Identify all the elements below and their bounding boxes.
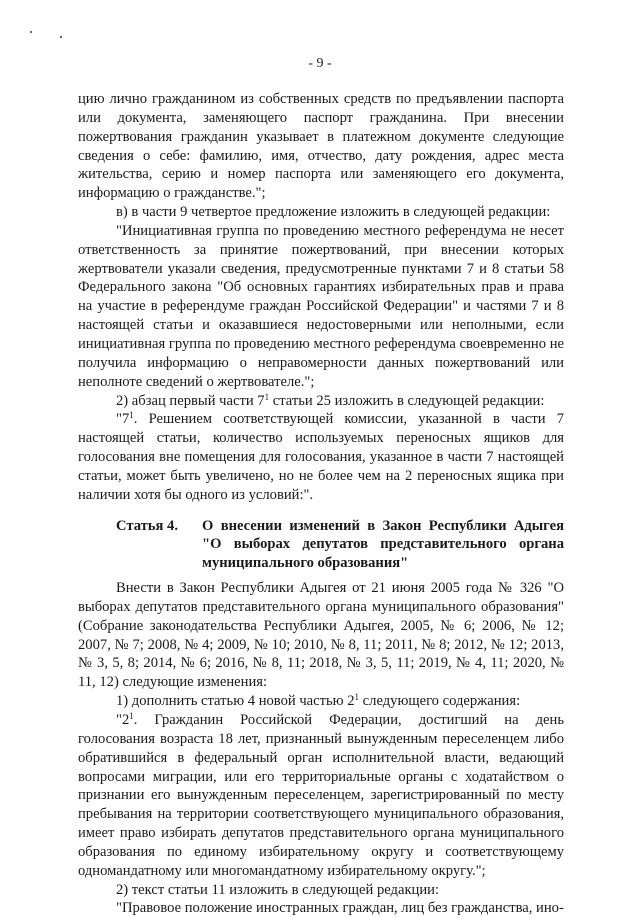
paragraph: в) в части 9 четвертое предложение изложить в следующей редакции:	[116, 204, 551, 221]
article-title: О внесении изменений в Закон Республики Адыгея "О выборах депутатов представительного органа муниципального образования"	[202, 517, 564, 572]
page-number: - 9 -	[308, 56, 332, 71]
paragraph: 2) текст статьи 11 изложить в следующей редакции:	[116, 881, 440, 898]
scan-speck	[30, 31, 32, 33]
paragraph: 1) дополнить статью 4 новой частью $2^1$ следующего содержания:	[116, 692, 521, 710]
paragraph: цию лично гражданином из собственных средств по предъявлении паспорта или документа, заменяющего паспорт гражданина. При внесении пожертвования гражданин указывает в платежном документе следующие сведения о себе: фамилию, имя, отчество, дату рождения, адрес места жительства, серию и номер паспорта или заменяющего его документа, информацию о гражданстве.";	[78, 91, 564, 202]
paragraph: "$7^1$. Решением соответствующей комиссии, указанной в части 7 настоящей статьи, количество используемых переносных ящиков для голосования вне помещения для голосования, указанное в части 7 настоящей статьи, может быть увеличено, но не более чем на 2 переносных ящика при наличии хотя бы одного из условий:".	[78, 410, 564, 503]
paragraph: 2) абзац первый части $7^1$ статьи 25 изложить в следующей редакции:	[116, 391, 545, 409]
scan-speck	[60, 36, 62, 38]
article-heading	[78, 517, 564, 574]
paragraph: "Правовое положение иностранных граждан, лиц без гражданства, ино-	[116, 900, 564, 917]
document-body	[78, 90, 564, 918]
paragraph: "$2^1$. Гражданин Российской Федерации, достигший на день голосования возраста 18 лет, признанный вынужденным переселенцем либо обратившийся в федеральный орган исполнительной власти, ведающий вопросами миграции, или его территориальные органы с ходатайством о признании его вынужденным переселенцем, зарегистрированный по месту пребывания на территории соответствующего муниципального образования, имеет право избирать депутатов представительного органа муниципального образования по единому избирательному округу и соответствующему одномандатному или многомандатному избирательному округу.";	[78, 711, 564, 879]
article-label: Статья 4.	[116, 517, 178, 534]
paragraph: Внести в Закон Республики Адыгея от 21 июня 2005 года № 326 "О выборах депутатов представительного органа муниципального образования" (Собрание законодательства Республики Адыгея, 2005, № 6; 2006, № 12; 2007, № 7; 2008, № 4; 2009, № 10; 2010, № 8, 11; 2011, № 8; 2012, № 12; 2013, № 3, 5, 8; 2014, № 6; 2016, № 8, 11; 2018, № 3, 5, 11; 2019, № 4, 11; 2020, № 11, 12) следующие изменения:	[78, 580, 564, 691]
paragraph: "Инициативная группа по проведению местного референдума не несет ответственность за принятие пожертвований, при внесении которых жертвователи указали сведения, предусмотренные пунктами 7 и 8 статьи 58 Федерального закона "Об основных гарантиях избирательных прав и права на участие в референдуме граждан Российской Федерации" и частями 7 и 8 настоящей статьи и оказавшиеся недостоверными или неполными, если инициативная группа по проведению местного референдума своевременно не получила информацию о неправомерности данных пожертвований или неполноте сведений о жертвователе.";	[78, 222, 564, 390]
